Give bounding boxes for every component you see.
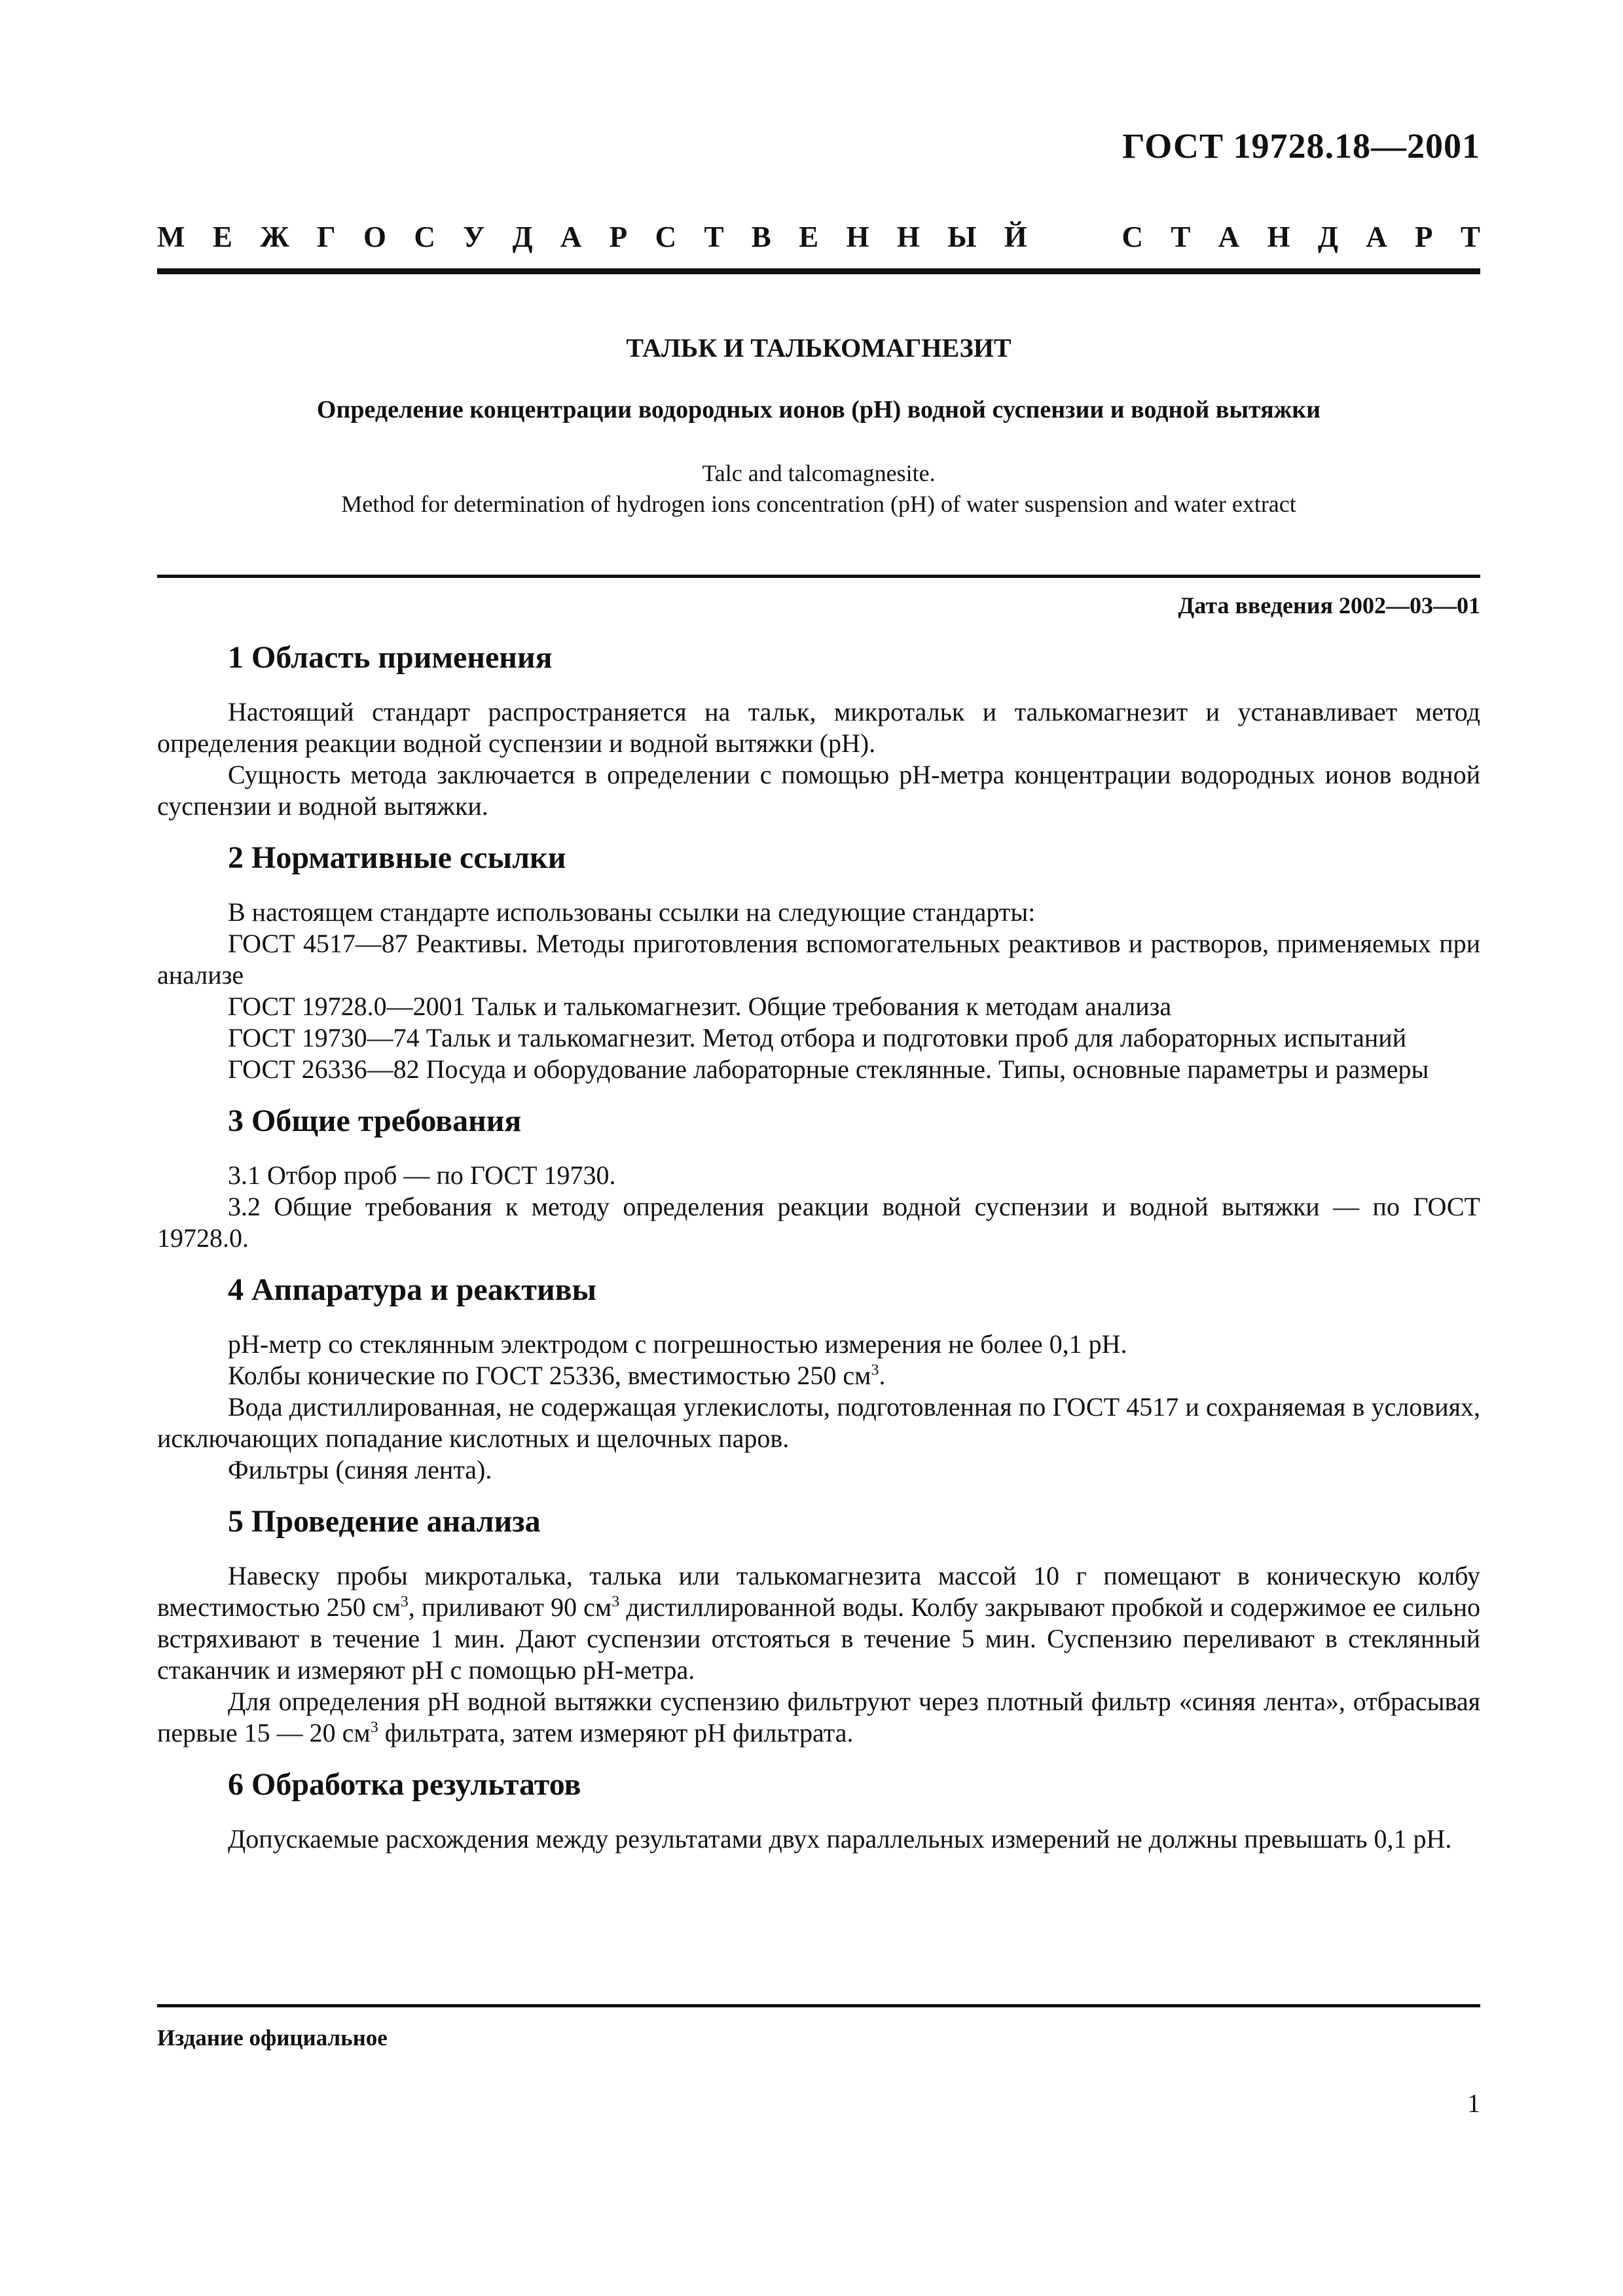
paragraph: Настоящий стандарт распространяется на тальк, микротальк и талькомагнезит и устанавливает метод определения реакции водной суспензии и водной вытяжки (pH).: [157, 697, 1480, 758]
english-title: [157, 458, 1480, 520]
section-heading: 4 Аппаратура и реактивы: [228, 1272, 597, 1307]
heading-letter: Ж: [260, 221, 289, 253]
text: , приливают 90 см: [408, 1592, 612, 1622]
heading-letter: В: [751, 221, 771, 253]
heading-letter: О: [363, 221, 387, 253]
title-rule: [157, 575, 1480, 578]
section-scope: [157, 635, 1480, 822]
text: Для определения pH водной вытяжки суспензию фильтруют через плотный фильтр «синяя лента», отбрасывая первые 15 — 20 см: [157, 1687, 1480, 1748]
document-body: [157, 635, 1480, 1868]
section-heading: 5 Проведение анализа: [228, 1504, 541, 1539]
document-title: ТАЛЬК И ТАЛЬКОМАГНЕЗИТ: [626, 333, 1012, 363]
superscript: 3: [370, 1719, 378, 1736]
heading-letter: Ы: [947, 221, 977, 253]
gost-number: ГОСТ 19728.18—2001: [1122, 126, 1480, 166]
reference-item: ГОСТ 19728.0—2001 Тальк и талькомагнезит. Общие требования к методам анализа: [228, 992, 1172, 1021]
paragraph: pH-метр со стеклянным электродом с погрешностью измерения не более 0,1 pH.: [228, 1329, 1127, 1359]
text: фильтрата, затем измеряют pH фильтрата.: [378, 1718, 854, 1748]
section-heading: 6 Обработка результатов: [228, 1767, 581, 1802]
heading-letter: Р: [609, 221, 628, 253]
paragraph: [157, 1360, 1480, 1391]
heading-letter: Н: [846, 221, 869, 253]
section-general-requirements: [157, 1098, 1480, 1254]
heading-letter: Н: [1267, 221, 1290, 253]
intro-date: Дата введения 2002—03—01: [1178, 592, 1480, 619]
english-title-line1: Talc and talcomagnesite.: [702, 460, 936, 486]
paragraph: [157, 1686, 1480, 1749]
paragraph: Фильтры (синяя лента).: [228, 1455, 492, 1484]
heading-letter: Д: [512, 221, 533, 253]
heading-letter: А: [1218, 221, 1240, 253]
text: Колбы конические по ГОСТ 25336, вместимостью 250 см: [228, 1361, 871, 1390]
text: Навеску пробы микроталька, талька или талькомагнезита массой 10 г помещают в коническую колбу вместимостью 250 см: [157, 1561, 1480, 1622]
paragraph: Сущность метода заключается в определении с помощью pH-метра концентрации водородных ионов водной суспензии и водной вытяжки.: [157, 760, 1480, 821]
document-subtitle: Определение концентрации водородных ионов (pH) водной суспензии и водной вытяжки: [316, 396, 1321, 423]
heading-letter: С: [1122, 221, 1143, 253]
heading-letter: М: [157, 221, 185, 253]
superscript: 3: [611, 1593, 620, 1611]
paragraph: Допускаемые расхождения между результатами двух параллельных измерений не должны превышать 0,1 pH.: [228, 1824, 1452, 1854]
word-gap: [1055, 220, 1094, 254]
section-results-processing: [157, 1762, 1480, 1855]
heading-letter: Т: [1460, 221, 1480, 253]
paragraph: Вода дистиллированная, не содержащая углекислоты, подготовленная по ГОСТ 4517 и сохраняемая в условиях, исключающих попадание кислотных и щелочных паров.: [157, 1392, 1480, 1453]
header-rule: [157, 268, 1480, 274]
heading-letter: Т: [704, 221, 724, 253]
text: .: [879, 1361, 886, 1390]
paragraph: 3.1 Отбор проб — по ГОСТ 19730.: [228, 1160, 616, 1190]
heading-letter: А: [560, 221, 582, 253]
footer-rule: [157, 2004, 1480, 2007]
paragraph: [157, 1560, 1480, 1686]
section-normative-references: [157, 835, 1480, 1085]
section-analysis-procedure: [157, 1499, 1480, 1749]
section-heading: 3 Общие требования: [228, 1103, 522, 1138]
section-heading: 1 Область применения: [228, 640, 553, 675]
heading-letter: Т: [1171, 221, 1191, 253]
text: дистиллированной воды. Колбу закрывают пробкой и содержимое ее сильно встряхивают в течение 1 мин. Дают суспензии отстояться в течение 5 мин. Суспензию переливают в стеклянный стаканчик и измеряют pH с помощью pH-метра.: [157, 1592, 1480, 1685]
paragraph: В настоящем стандарте использованы ссылки на следующие стандарты:: [228, 897, 1036, 927]
reference-item: ГОСТ 26336—82 Посуда и оборудование лабораторные стеклянные. Типы, основные параметры и размеры: [228, 1054, 1429, 1084]
heading-letter: Е: [799, 221, 819, 253]
heading-letter: Г: [317, 221, 336, 253]
reference-item: ГОСТ 19730—74 Тальк и талькомагнезит. Метод отбора и подготовки проб для лабораторных испытаний: [228, 1023, 1407, 1052]
heading-letter: С: [414, 221, 435, 253]
page-number: 1: [1467, 2089, 1480, 2118]
section-heading: 2 Нормативные ссылки: [228, 840, 566, 875]
heading-letter: Д: [1317, 221, 1338, 253]
superscript: 3: [400, 1593, 409, 1611]
heading-letter: А: [1366, 221, 1387, 253]
heading-letter: Р: [1415, 221, 1433, 253]
superscript: 3: [871, 1361, 879, 1379]
heading-letter: У: [463, 221, 485, 253]
heading-letter: Е: [212, 221, 232, 253]
official-edition-label: Издание официальное: [157, 2025, 388, 2051]
paragraph: 3.2 Общие требования к методу определения реакции водной суспензии и водной вытяжки — по ГОСТ 19728.0.: [157, 1192, 1480, 1253]
heading-letter: Й: [1004, 221, 1027, 253]
heading-letter: С: [655, 221, 677, 253]
english-title-line2: Method for determination of hydrogen ions concentration (pH) of water suspension and water extract: [341, 491, 1296, 517]
heading-letter: Н: [896, 221, 920, 253]
section-apparatus-reagents: [157, 1267, 1480, 1486]
reference-item: ГОСТ 4517—87 Реактивы. Методы приготовления вспомогательных реактивов и растворов, применяемых при анализе: [157, 929, 1480, 990]
standard-type-heading: [157, 220, 1480, 254]
